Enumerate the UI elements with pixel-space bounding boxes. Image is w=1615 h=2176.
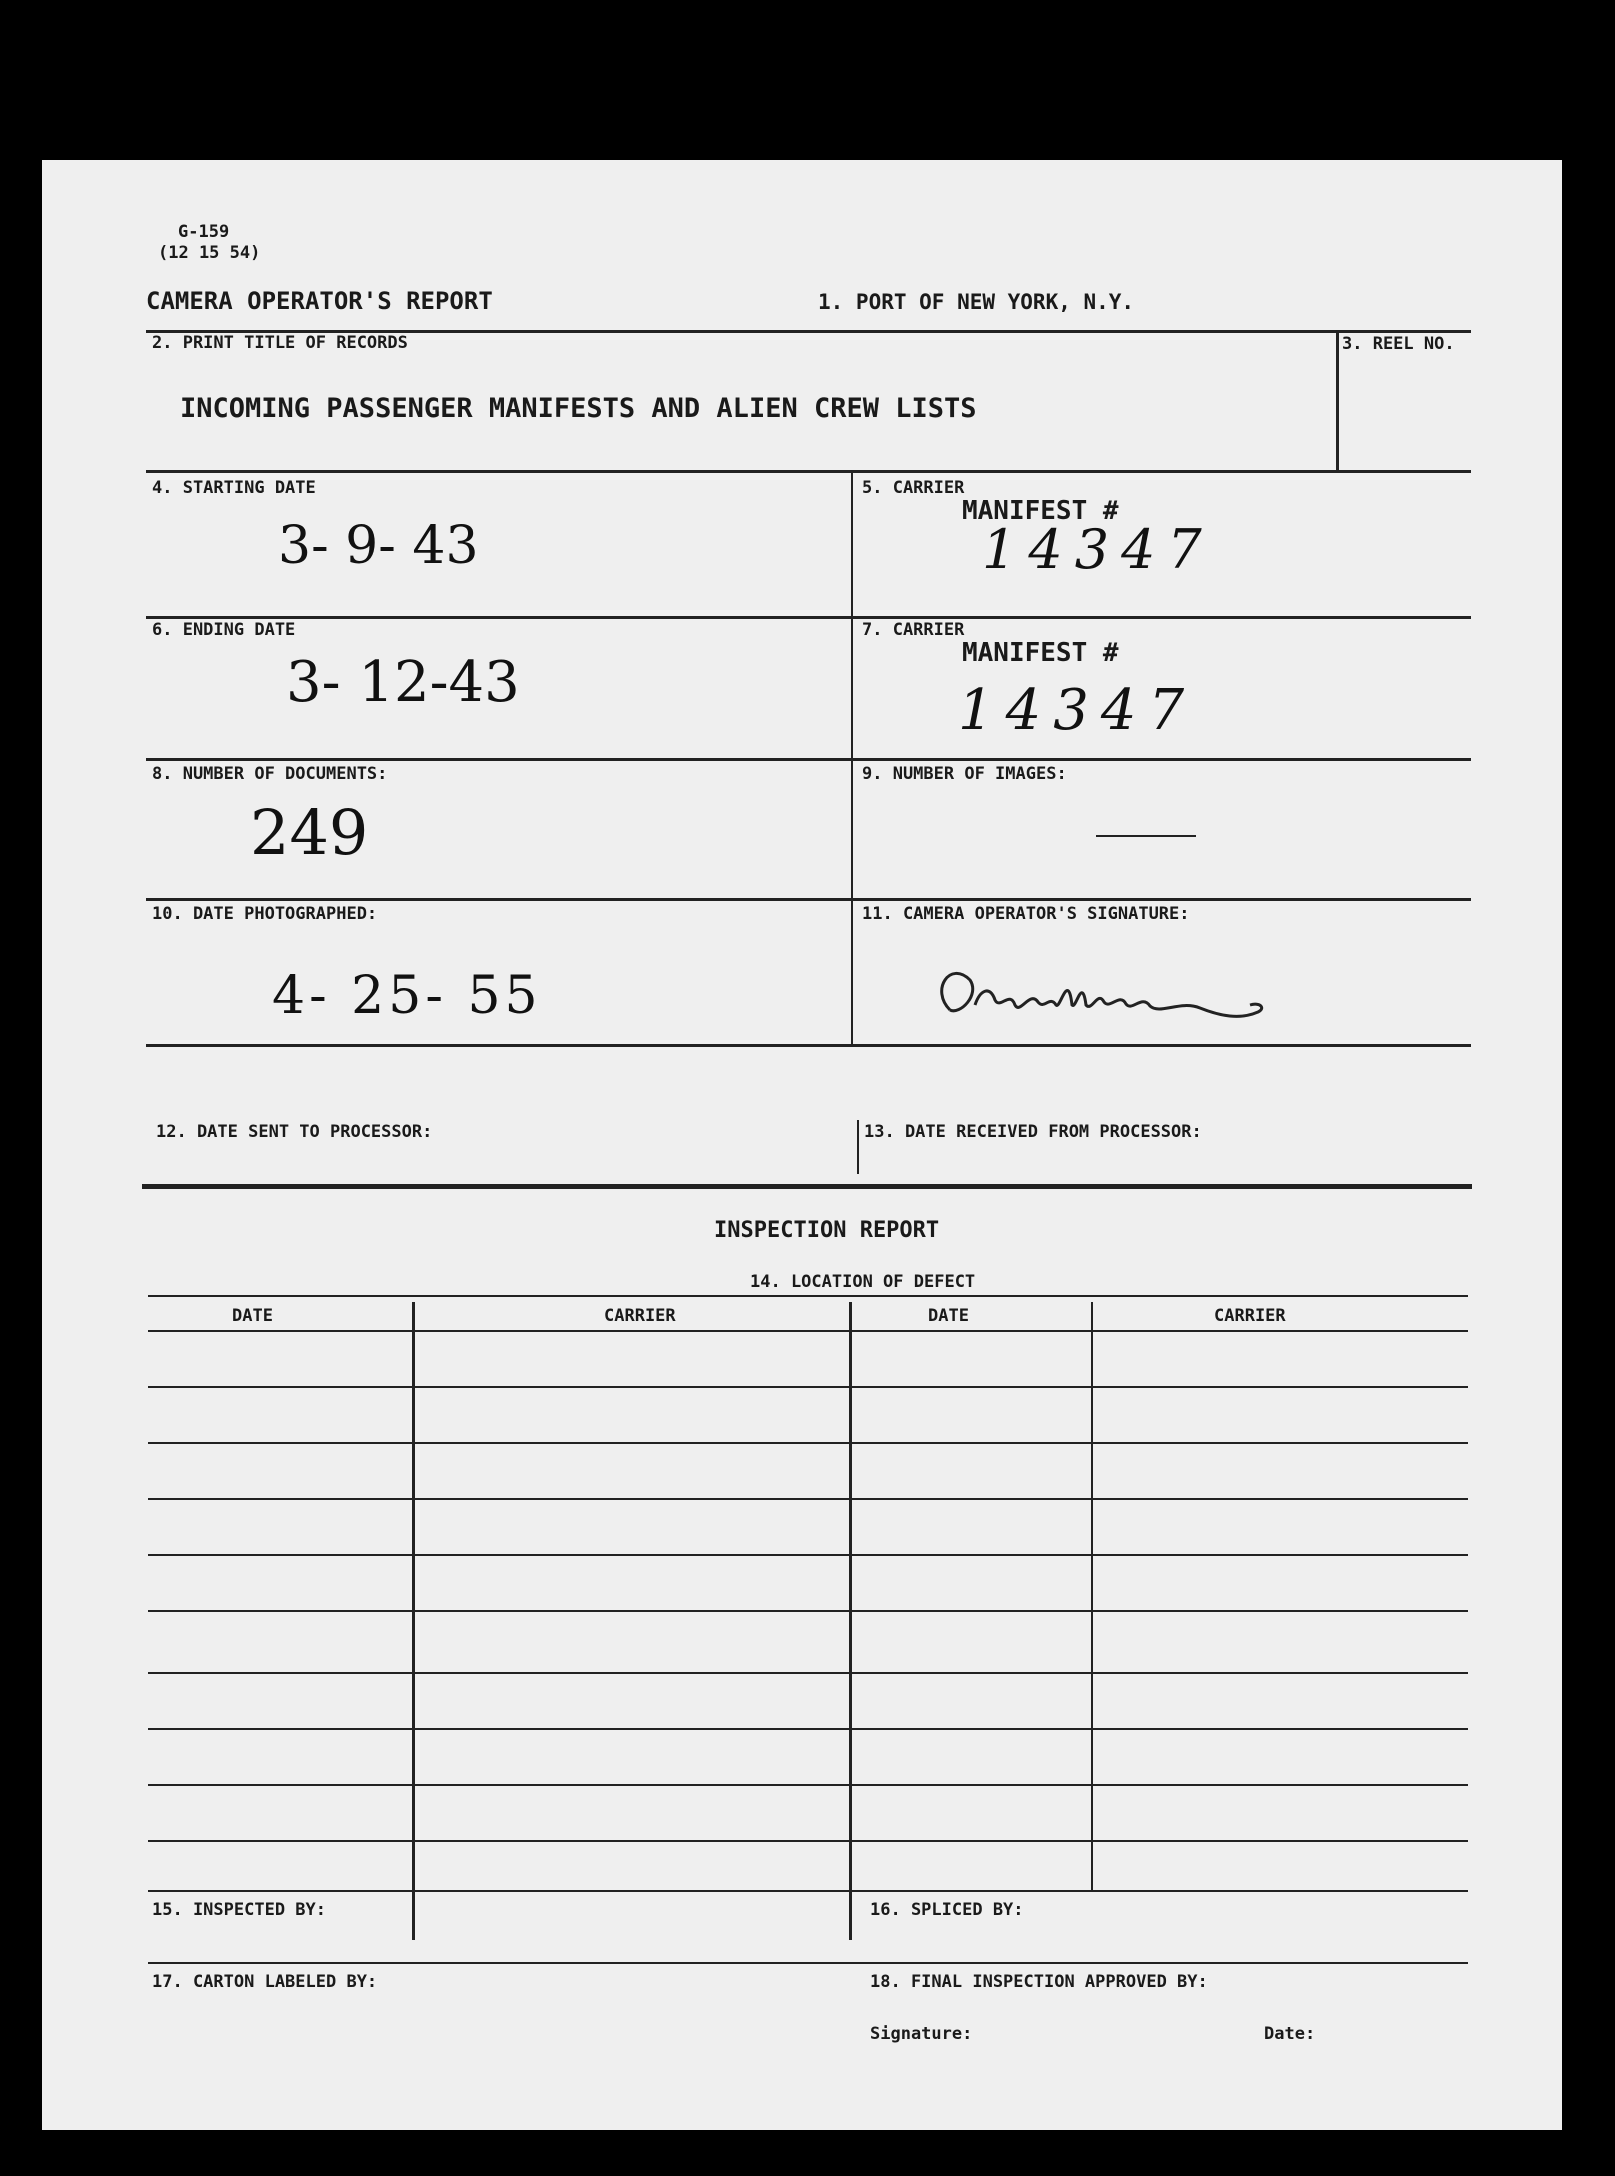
rule-middle-13: [857, 1120, 859, 1174]
field-4-label: 4. STARTING DATE: [152, 478, 316, 498]
field-2-label: 2. PRINT TITLE OF RECORDS: [152, 333, 408, 353]
rule-row-4: [146, 616, 1471, 619]
field-5-label: 5. CARRIER: [862, 478, 965, 498]
table-row-line: [148, 1728, 1468, 1730]
col-carrier-2: CARRIER: [1214, 1306, 1286, 1326]
form-number: G-159: [178, 222, 230, 242]
field-3-label: 3. REEL NO.: [1342, 334, 1455, 354]
rule-reel-divider: [1336, 330, 1339, 472]
ending-date-value[interactable]: 3- 12-43: [286, 650, 520, 715]
table-row-line: [148, 1784, 1468, 1786]
field-7-label: 7. CARRIER: [862, 620, 965, 640]
carrier-start-value[interactable]: 14347: [982, 518, 1214, 581]
col-date-2: DATE: [928, 1306, 969, 1326]
field-12-label: 12. DATE SENT TO PROCESSOR:: [156, 1122, 433, 1142]
form-revision: (12 15 54): [158, 243, 261, 263]
location-of-defect-label: 14. LOCATION OF DEFECT: [750, 1272, 976, 1292]
camera-operator-signature: [920, 950, 1340, 1040]
field-7-manifest: MANIFEST #: [962, 638, 1119, 668]
table-row-line: [148, 1840, 1468, 1842]
table-row-line: [148, 1610, 1468, 1612]
inspection-title: INSPECTION REPORT: [714, 1218, 940, 1243]
rule-row-6: [146, 758, 1471, 761]
field-10-label: 10. DATE PHOTOGRAPHED:: [152, 904, 378, 924]
table-row-line: [148, 1672, 1468, 1674]
col-date-1: DATE: [232, 1306, 273, 1326]
table-row-line: [148, 1442, 1468, 1444]
starting-date-value[interactable]: 3- 9- 43: [278, 516, 479, 576]
carrier-end-value[interactable]: 14347: [958, 678, 1197, 743]
field-11-label: 11. CAMERA OPERATOR'S SIGNATURE:: [862, 904, 1190, 924]
field-9-label: 9. NUMBER OF IMAGES:: [862, 764, 1067, 784]
table-row-line: [148, 1890, 1468, 1892]
field-15-label: 15. INSPECTED BY:: [152, 1900, 326, 1920]
field-6-label: 6. ENDING DATE: [152, 620, 296, 640]
number-of-documents-value[interactable]: 249: [250, 796, 369, 869]
signature-label: Signature:: [870, 2024, 973, 2044]
field-18-label: 18. FINAL INSPECTION APPROVED BY:: [870, 1972, 1208, 1992]
field-13-label: 13. DATE RECEIVED FROM PROCESSOR:: [864, 1122, 1202, 1142]
table-col-divider-2: [849, 1302, 852, 1940]
images-dash: [1096, 835, 1196, 837]
rule-row-15: [148, 1962, 1468, 1964]
field-16-label: 16. SPLICED BY:: [870, 1900, 1024, 1920]
field-17-label: 17. CARTON LABELED BY:: [152, 1972, 378, 1992]
rule-row-10: [146, 1044, 1471, 1047]
table-row-line: [148, 1554, 1468, 1556]
rule-inspection-top: [142, 1184, 1472, 1189]
date-label: Date:: [1264, 2024, 1316, 2044]
rule-records: [146, 470, 1471, 473]
table-row-line: [148, 1386, 1468, 1388]
form-title: CAMERA OPERATOR'S REPORT: [146, 287, 493, 315]
table-header-top: [148, 1295, 1468, 1297]
col-carrier-1: CARRIER: [604, 1306, 676, 1326]
field-8-label: 8. NUMBER OF DOCUMENTS:: [152, 764, 388, 784]
records-title: INCOMING PASSENGER MANIFESTS AND ALIEN CREW LISTS: [180, 393, 977, 424]
rule-row-8: [146, 898, 1471, 901]
form-page: [42, 160, 1562, 2130]
port-label: 1. PORT OF NEW YORK, N.Y.: [818, 290, 1135, 314]
table-col-divider-3: [1091, 1302, 1093, 1892]
field-5-manifest: MANIFEST #: [962, 496, 1119, 526]
date-photographed-value[interactable]: 4- 25- 55: [272, 966, 542, 1026]
table-row-line: [148, 1330, 1468, 1332]
table-row-line: [148, 1498, 1468, 1500]
table-col-divider-1: [412, 1302, 415, 1940]
